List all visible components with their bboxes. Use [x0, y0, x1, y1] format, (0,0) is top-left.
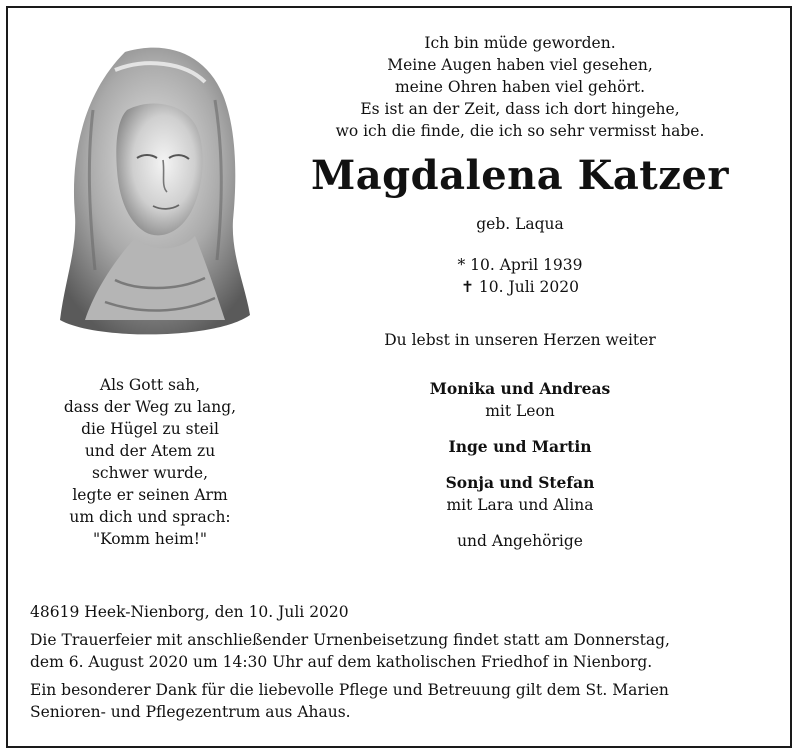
poem-line: um dich und sprach:	[69, 508, 231, 526]
funeral-info	[30, 629, 770, 673]
deceased-name: Magdalena Katzer	[310, 152, 730, 199]
memorial-motto: Du lebst in unseren Herzen weiter	[384, 331, 656, 349]
relatives: und Angehörige	[457, 532, 583, 550]
mourner-children: mit Leon	[485, 402, 555, 420]
poem-line: die Hügel zu steil	[81, 420, 219, 438]
acknowledgement-line: Senioren- und Pflegezentrum aus Ahaus.	[30, 703, 351, 721]
maiden-name: geb. Laqua	[476, 215, 564, 233]
madonna-portrait-image	[55, 40, 250, 340]
poem-line: Als Gott sah,	[99, 376, 201, 394]
poem-line: dass der Weg zu lang,	[63, 398, 237, 416]
poem-line: meine Ohren haben viel gehört.	[394, 78, 646, 96]
poem-line: Ich bin müde geworden.	[424, 34, 616, 52]
poem-line: Meine Augen haben viel gesehen,	[387, 56, 653, 74]
death-date: ✝ 10. Juli 2020	[461, 278, 579, 296]
mourner-names: Inge und Martin	[448, 437, 592, 456]
poem-line: legte er seinen Arm	[72, 486, 228, 504]
funeral-info-line: dem 6. August 2020 um 14:30 Uhr auf dem katholischen Friedhof in Nienborg.	[30, 653, 653, 671]
side-poem	[30, 374, 270, 550]
life-dates	[280, 254, 760, 298]
mourner-names: Sonja und Stefan	[445, 473, 595, 492]
poem-line: und der Atem zu	[84, 442, 216, 460]
notice-details	[30, 601, 770, 723]
mourner-children: mit Lara und Alina	[446, 496, 594, 514]
place-and-date: 48619 Heek-Nienborg, den 10. Juli 2020	[30, 603, 349, 621]
funeral-info-line: Die Trauerfeier mit anschließender Urnenbeisetzung findet statt am Donnerstag,	[30, 631, 670, 649]
birth-date: * 10. April 1939	[457, 256, 583, 274]
acknowledgement	[30, 679, 770, 723]
poem-line: schwer wurde,	[91, 464, 209, 482]
acknowledgement-line: Ein besonderer Dank für die liebevolle Pflege und Betreuung gilt dem St. Marien	[30, 681, 669, 699]
mourners-list	[280, 378, 760, 552]
mourner-names: Monika und Andreas	[429, 379, 611, 398]
poem-line: wo ich die finde, die ich so sehr vermisst habe.	[335, 122, 705, 140]
opening-poem	[280, 32, 760, 142]
poem-line: "Komm heim!"	[92, 530, 208, 548]
poem-line: Es ist an der Zeit, dass ich dort hingehe,	[360, 100, 680, 118]
